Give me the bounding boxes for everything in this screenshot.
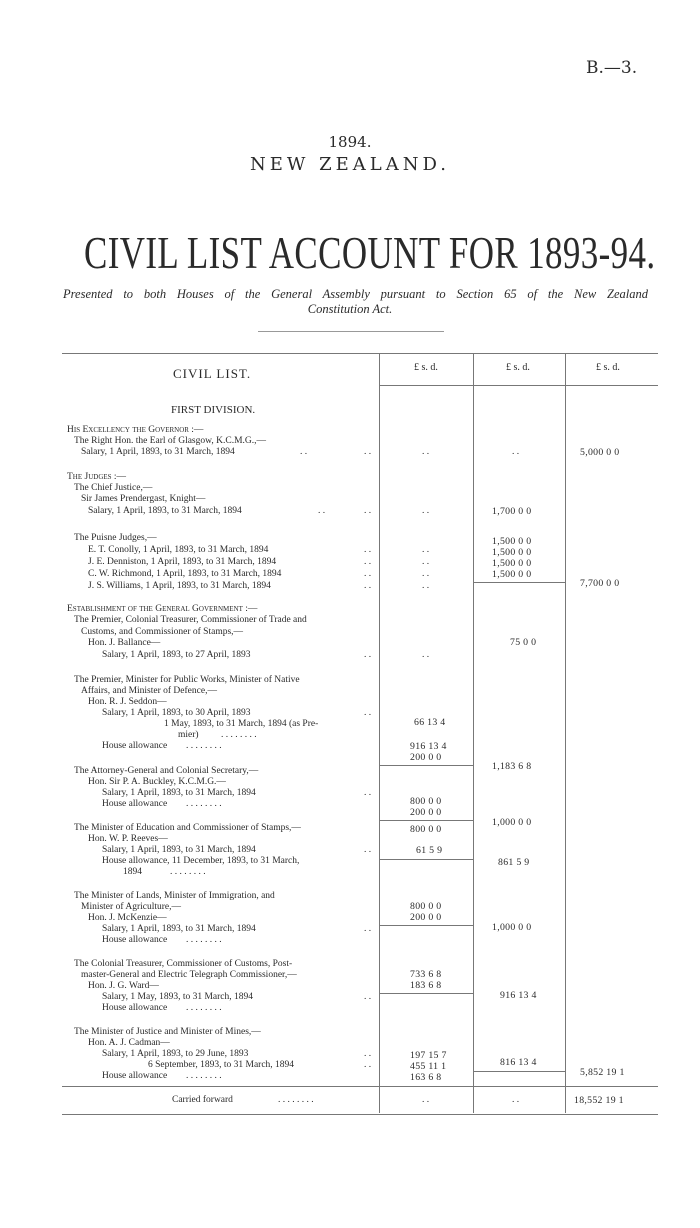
entry-line: The Right Hon. the Earl of Glasgow, K.C.M.G.,— xyxy=(74,436,266,446)
leader-dots: . . xyxy=(364,569,372,579)
entry-line: Affairs, and Minister of Defence,— xyxy=(81,686,217,696)
leader-dots: . . xyxy=(422,581,430,591)
amount: 200 0 0 xyxy=(410,912,442,923)
amount: 163 6 8 xyxy=(410,1072,442,1083)
amount: 816 13 4 xyxy=(500,1057,537,1068)
title-rule xyxy=(258,331,444,332)
presentation-note xyxy=(0,287,700,317)
entry-line: J. E. Denniston, 1 April, 1893, to 31 March, 1894 xyxy=(88,557,277,567)
entry-line: Salary, 1 April, 1893, to 31 March, 1894 xyxy=(88,506,242,516)
entry-line: House allowance xyxy=(102,741,168,751)
amount: 1,500 0 0 xyxy=(492,558,532,569)
leader-dots: . . xyxy=(422,557,430,567)
amount: 66 13 4 xyxy=(414,717,446,728)
column-divider xyxy=(473,353,474,1113)
entry-line: 6 September, 1893, to 31 March, 1894 xyxy=(148,1060,295,1070)
entry-line: Salary, 1 April, 1893, to 29 June, 1893 xyxy=(102,1049,249,1059)
leader-dots: . . xyxy=(364,447,372,457)
presentation-line-2: Constitution Act. xyxy=(307,302,393,316)
leader-dots: . . xyxy=(318,506,326,516)
leader-dots: . . . . . . . . xyxy=(170,867,206,877)
leader-dots: . . . . . . . . xyxy=(221,730,257,740)
leader-dots: . . xyxy=(364,581,372,591)
subtotal-rule xyxy=(380,993,473,994)
entry-line: 1 May, 1893, to 31 March, 1894 (as Pre- xyxy=(164,719,319,729)
leader-dots: . . xyxy=(422,650,430,660)
carried-forward-rule xyxy=(62,1086,658,1087)
leader-dots: . . xyxy=(422,545,430,555)
amount: 1,700 0 0 xyxy=(492,506,532,517)
table-heading: CIVIL LIST. xyxy=(173,366,252,381)
amount: 1,500 0 0 xyxy=(492,547,532,558)
amount: 197 15 7 xyxy=(410,1050,447,1061)
subtotal-rule xyxy=(474,582,565,583)
leader-dots: . . . . . . . . xyxy=(278,1095,314,1105)
entry-line: The Minister of Education and Commissioner of Stamps,— xyxy=(74,823,301,833)
entry-line: The Minister of Lands, Minister of Immigration, and xyxy=(74,891,275,901)
amount: 61 5 9 xyxy=(416,845,443,856)
leader-dots: . . . . . . . . xyxy=(186,1003,222,1013)
leader-dots: . . xyxy=(364,845,372,855)
subtotal-rule xyxy=(380,820,473,821)
column-header: £ s. d. xyxy=(506,362,530,373)
country-heading: NEW ZEALAND. xyxy=(250,154,450,175)
subtotal-rule xyxy=(474,1071,565,1072)
leader-dots: . . xyxy=(512,1095,520,1105)
column-divider xyxy=(379,353,380,1113)
column-divider xyxy=(565,353,566,1113)
column-header: £ s. d. xyxy=(414,362,438,373)
entry-line: Hon. J. McKenzie— xyxy=(88,913,167,923)
column-header: £ s. d. xyxy=(596,362,620,373)
entry-line: Hon. J. G. Ward— xyxy=(88,981,159,991)
amount: 1,000 0 0 xyxy=(492,817,532,828)
entry-line: Salary, 1 April, 1893, to 31 March, 1894 xyxy=(102,845,256,855)
entry-line: Minister of Agriculture,— xyxy=(81,902,181,912)
entry-line: The Minister of Justice and Minister of Mines,— xyxy=(74,1027,261,1037)
entry-line: Hon. A. J. Cadman— xyxy=(88,1038,170,1048)
entry-line: House allowance xyxy=(102,1003,168,1013)
entry-line: Hon. W. P. Reeves— xyxy=(88,834,168,844)
header-rule xyxy=(379,385,658,386)
leader-dots: . . xyxy=(364,992,372,1002)
entry-line: Hon. Sir P. A. Buckley, K.C.M.G.— xyxy=(88,777,226,787)
amount: 916 13 4 xyxy=(500,990,537,1001)
entry-line: Hon. R. J. Seddon— xyxy=(88,697,167,707)
entry-line: House allowance, 11 December, 1893, to 31 March, xyxy=(102,856,300,866)
entry-line: House allowance xyxy=(102,935,168,945)
leader-dots: . . xyxy=(364,1049,372,1059)
amount: 183 6 8 xyxy=(410,980,442,991)
entry-line: Customs, and Commissioner of Stamps,— xyxy=(81,627,244,637)
subtotal-rule xyxy=(380,859,473,860)
entry-line: master-General and Electric Telegraph Commissioner,— xyxy=(81,970,297,980)
leader-dots: . . xyxy=(364,708,372,718)
entry-line: House allowance xyxy=(102,1071,168,1081)
document-title: CIVIL LIST ACCOUNT FOR 1893-94. xyxy=(84,227,656,278)
leader-dots: . . xyxy=(300,447,308,457)
division-heading: FIRST DIVISION. xyxy=(171,404,256,416)
section-heading: Establishment of the General Government :— xyxy=(67,604,258,614)
entry-line: 1894 xyxy=(123,867,142,877)
leader-dots: . . xyxy=(422,506,430,516)
carried-forward-total: 18,552 19 1 xyxy=(574,1095,624,1106)
entry-line: Sir James Prendergast, Knight— xyxy=(81,494,206,504)
leader-dots: . . xyxy=(364,545,372,555)
entry-line: Salary, 1 April, 1893, to 30 April, 1893 xyxy=(102,708,251,718)
amount: 800 0 0 xyxy=(410,796,442,807)
entry-line: Salary, 1 April, 1893, to 31 March, 1894 xyxy=(81,447,235,457)
entry-line: Salary, 1 April, 1893, to 27 April, 1893 xyxy=(102,650,251,660)
leader-dots: . . xyxy=(422,569,430,579)
amount: 733 6 8 xyxy=(410,969,442,980)
leader-dots: . . . . . . . . xyxy=(186,1071,222,1081)
entry-line: E. T. Conolly, 1 April, 1893, to 31 March, 1894 xyxy=(88,545,269,555)
leader-dots: . . . . . . . . xyxy=(186,741,222,751)
entry-line: Hon. J. Ballance— xyxy=(88,638,161,648)
amount: 1,183 6 8 xyxy=(492,761,532,772)
amount: 5,000 0 0 xyxy=(580,447,620,458)
entry-line: The Chief Justice,— xyxy=(74,483,153,493)
entry-line: Salary, 1 April, 1893, to 31 March, 1894 xyxy=(102,924,256,934)
entry-line: Salary, 1 April, 1893, to 31 March, 1894 xyxy=(102,788,256,798)
section-heading: His Excellency the Governor :— xyxy=(67,425,204,435)
amount: 861 5 9 xyxy=(498,857,530,868)
amount: 455 11 1 xyxy=(410,1061,447,1072)
leader-dots: . . . . . . . . xyxy=(186,799,222,809)
amount: 75 0 0 xyxy=(510,637,537,648)
entry-line: The Puisne Judges,— xyxy=(74,533,157,543)
subtotal-rule xyxy=(380,765,473,766)
entry-line: The Premier, Colonial Treasurer, Commissioner of Trade and xyxy=(74,615,307,625)
subtotal-rule xyxy=(380,925,473,926)
leader-dots: . . xyxy=(422,1095,430,1105)
amount: 800 0 0 xyxy=(410,824,442,835)
amount: 916 13 4 xyxy=(410,741,447,752)
leader-dots: . . . . . . . . xyxy=(186,935,222,945)
amount: 200 0 0 xyxy=(410,752,442,763)
leader-dots: . . xyxy=(364,650,372,660)
amount: 5,852 19 1 xyxy=(580,1067,625,1078)
amount: 200 0 0 xyxy=(410,807,442,818)
leader-dots: . . xyxy=(364,506,372,516)
leader-dots: . . xyxy=(512,447,520,457)
entry-line: The Premier, Minister for Public Works, Minister of Native xyxy=(74,675,300,685)
leader-dots: . . xyxy=(364,788,372,798)
section-heading: The Judges :— xyxy=(67,472,127,482)
leader-dots: . . xyxy=(364,1060,372,1070)
amount: 1,500 0 0 xyxy=(492,569,532,580)
leader-dots: . . xyxy=(364,557,372,567)
presentation-line-1: Presented to both Houses of the General Assembly pursuant to Section 65 of the New Zealand xyxy=(63,287,648,301)
entry-line: Salary, 1 May, 1893, to 31 March, 1894 xyxy=(102,992,254,1002)
entry-line: J. S. Williams, 1 April, 1893, to 31 March, 1894 xyxy=(88,581,271,591)
entry-line: The Attorney-General and Colonial Secretary,— xyxy=(74,766,259,776)
entry-line: C. W. Richmond, 1 April, 1893, to 31 March, 1894 xyxy=(88,569,282,579)
document-reference: B.—3. xyxy=(586,58,638,78)
amount: 7,700 0 0 xyxy=(580,578,620,589)
entry-line: mier) xyxy=(178,730,199,740)
amount: 1,500 0 0 xyxy=(492,536,532,547)
entry-line: House allowance xyxy=(102,799,168,809)
document-year: 1894. xyxy=(328,133,372,151)
entry-line: The Colonial Treasurer, Commissioner of Customs, Post- xyxy=(74,959,293,969)
amount: 800 0 0 xyxy=(410,901,442,912)
amount: 1,000 0 0 xyxy=(492,922,532,933)
carried-forward-label: Carried forward xyxy=(172,1095,233,1105)
leader-dots: . . xyxy=(364,924,372,934)
leader-dots: . . xyxy=(422,447,430,457)
